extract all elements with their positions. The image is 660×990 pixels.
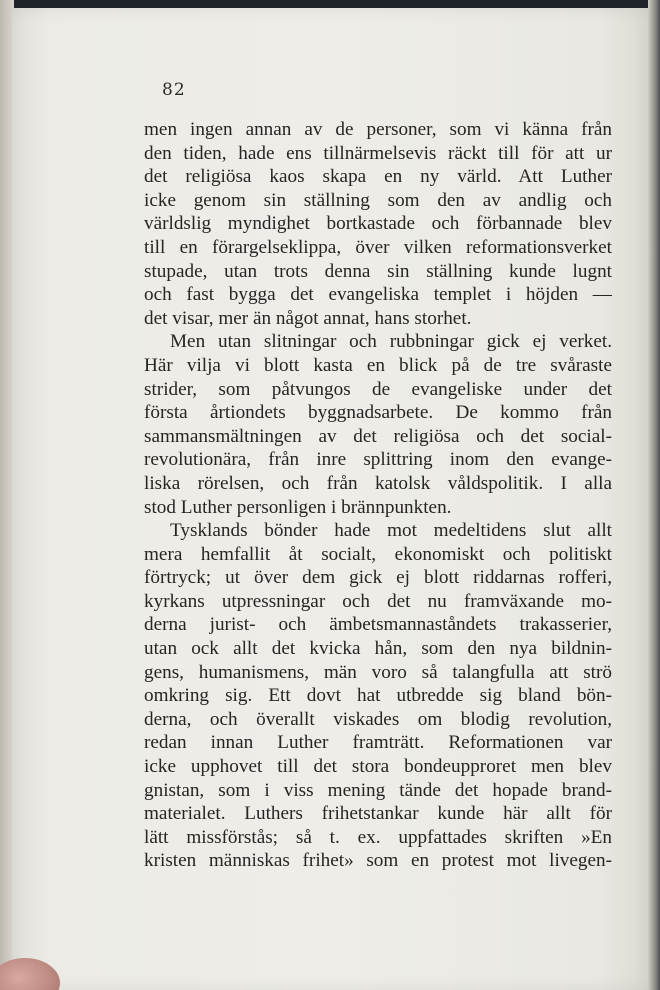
- text-line: och fast bygga det evangeliska templet i höjden —: [144, 284, 612, 306]
- text-line: Men utan slitningar och rubbningar gick ej verket.: [170, 331, 612, 353]
- page-number: 82: [162, 80, 186, 100]
- text-line: strider, som påtvungos de evangeliske under det: [144, 378, 612, 400]
- text-line: världslig myndighet bortkastade och förbannade blev: [144, 213, 612, 235]
- text-line: icke upphovet till det stora bondeupproret men blev: [144, 756, 612, 778]
- text-line: mera hemfallit åt socialt, ekonomiskt och politiskt: [144, 543, 612, 565]
- text-line: stod Luther personligen i brännpunkten.: [144, 496, 452, 518]
- text-line: kyrkans utpressningar och det nu framväxande mo-: [144, 590, 612, 612]
- text-line: sammansmältningen av det religiösa och det social-: [144, 425, 612, 447]
- body-text: [144, 118, 612, 873]
- text-line: liska rörelsen, och från katolsk våldspolitik. I alla: [144, 472, 612, 494]
- text-line: icke genom sin ställning som den av andlig och: [144, 189, 612, 211]
- text-line: derna jurist- och ämbetsmannaståndets trakasserier,: [144, 614, 612, 636]
- text-line: den tiden, hade ens tillnärmelsevis räckt till för att ur: [144, 142, 612, 164]
- text-line: stupade, utan trots denna sin ställning kunde lugnt: [144, 260, 612, 282]
- text-line: gens, humanismens, män voro så talangfulla att strö: [144, 661, 612, 683]
- text-line: första årtiondets byggnadsarbete. De kommo från: [144, 402, 612, 424]
- page-stack-right: [648, 0, 660, 990]
- text-line: revolutionära, från inre splittring inom den evange-: [144, 449, 612, 471]
- text-line: lätt missförstås; så t. ex. uppfattades skriften »En: [144, 826, 612, 848]
- text-line: det visar, mer än något annat, hans storhet.: [144, 307, 472, 329]
- book-page: [12, 8, 648, 990]
- text-line: till en förargelseklippa, över vilken reformationsverket: [144, 236, 612, 258]
- text-line: materialet. Luthers frihetstankar kunde här allt för: [144, 803, 612, 825]
- text-line: redan innan Luther framträtt. Reformationen var: [144, 732, 612, 754]
- text-line: men ingen annan av de personer, som vi känna från: [144, 119, 612, 140]
- text-line: förtryck; ut över dem gick ej blott riddarnas rofferi,: [144, 567, 612, 589]
- text-line: det religiösa kaos skapa en ny värld. Att Luther: [144, 166, 612, 188]
- background-edge-top: [0, 0, 660, 8]
- text-line: kristen människas frihet» som en protest mot livegen-: [144, 850, 612, 872]
- text-line: gnistan, som i viss mening tände det hopade brand-: [144, 779, 612, 801]
- text-line: Här vilja vi blott kasta en blick på de tre svåraste: [144, 354, 612, 376]
- text-line: Tysklands bönder hade mot medeltidens slut allt: [170, 520, 612, 542]
- text-line: omkring sig. Ett dovt hat utbredde sig bland bön-: [144, 685, 612, 707]
- text-line: utan ock allt det kvicka hån, som den nya bildnin-: [144, 638, 612, 660]
- text-line: derna, och överallt viskades om blodig revolution,: [144, 708, 612, 730]
